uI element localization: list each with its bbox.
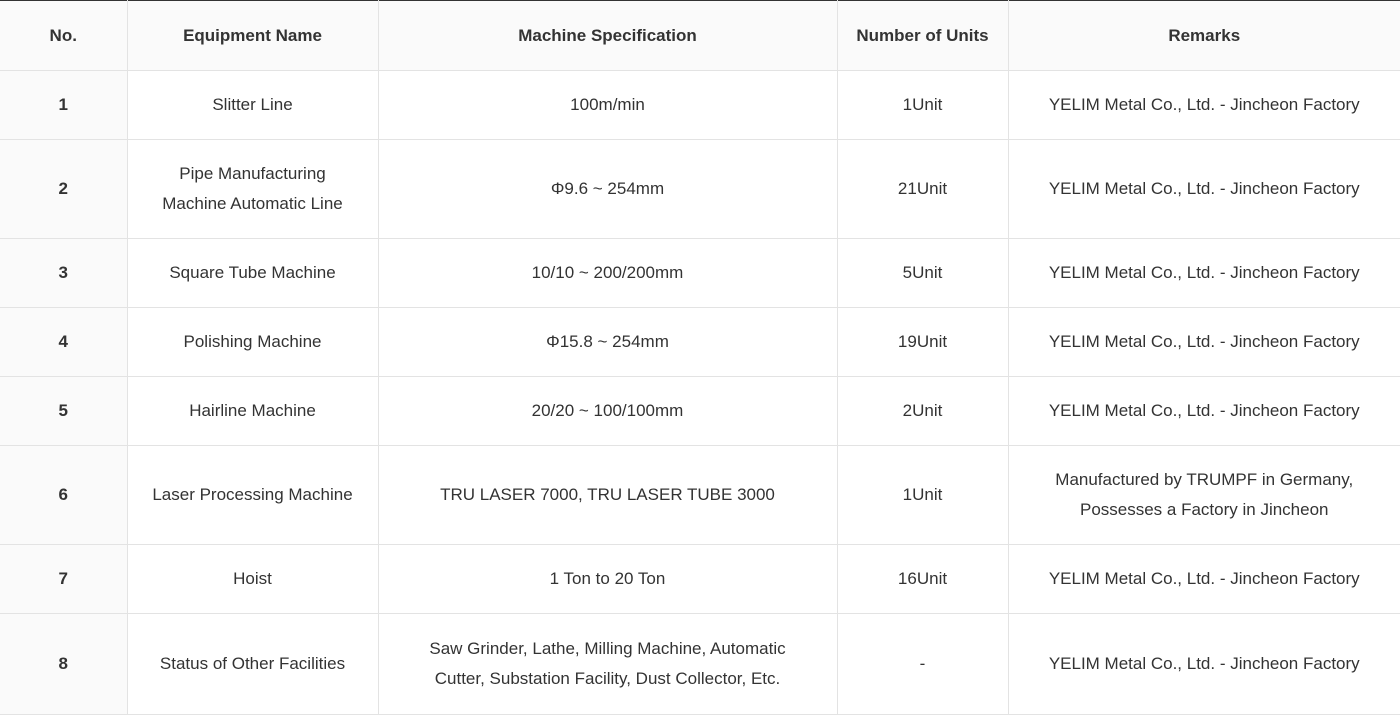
remarks-cell: [1008, 377, 1400, 446]
cell-line: YELIM Metal Co., Ltd. - Jincheon Factory: [1048, 263, 1360, 282]
specification-cell: [378, 377, 837, 446]
specification-cell: [378, 140, 837, 239]
cell-line: Slitter Line: [212, 95, 293, 114]
cell-line: YELIM Metal Co., Ltd. - Jincheon Factory: [1048, 332, 1360, 351]
row-number: 7: [0, 545, 127, 614]
equipment-name-cell: [127, 377, 378, 446]
table-row: [0, 71, 1400, 140]
cell-line: Cutter, Substation Facility, Dust Collector, Etc.: [434, 669, 781, 688]
header-number-of-units: Number of Units: [837, 1, 1008, 71]
cell-line: 1 Ton to 20 Ton: [549, 569, 666, 588]
units-cell: 21Unit: [837, 140, 1008, 239]
table-row: [0, 140, 1400, 239]
cell-line: Polishing Machine: [183, 332, 322, 351]
remarks-cell: [1008, 239, 1400, 308]
remarks-cell: [1008, 140, 1400, 239]
cell-line: Saw Grinder, Lathe, Milling Machine, Automatic: [429, 639, 786, 658]
units-cell: -: [837, 614, 1008, 715]
equipment-name-cell: [127, 308, 378, 377]
row-number: 8: [0, 614, 127, 715]
cell-line: Possesses a Factory in Jincheon: [1079, 500, 1329, 519]
cell-line: Square Tube Machine: [169, 263, 336, 282]
equipment-name-cell: [127, 140, 378, 239]
row-number: 4: [0, 308, 127, 377]
cell-line: 10/10 ~ 200/200mm: [531, 263, 684, 282]
header-machine-specification: Machine Specification: [378, 1, 837, 71]
cell-line: YELIM Metal Co., Ltd. - Jincheon Factory: [1048, 654, 1360, 673]
cell-line: TRU LASER 7000, TRU LASER TUBE 3000: [440, 485, 775, 504]
remarks-cell: [1008, 71, 1400, 140]
row-number: 3: [0, 239, 127, 308]
cell-line: YELIM Metal Co., Ltd. - Jincheon Factory: [1048, 95, 1360, 114]
cell-line: 20/20 ~ 100/100mm: [531, 401, 684, 420]
units-cell: 1Unit: [837, 71, 1008, 140]
cell-line: Machine Automatic Line: [162, 194, 343, 213]
specification-cell: [378, 71, 837, 140]
cell-line: Pipe Manufacturing: [179, 164, 326, 183]
remarks-cell: [1008, 614, 1400, 715]
specification-cell: [378, 308, 837, 377]
remarks-cell: [1008, 446, 1400, 545]
table-row: [0, 377, 1400, 446]
row-number: 2: [0, 140, 127, 239]
table-row: [0, 545, 1400, 614]
cell-line: 100m/min: [570, 95, 645, 114]
header-remarks: Remarks: [1008, 1, 1400, 71]
equipment-name-cell: [127, 614, 378, 715]
cell-line: Φ9.6 ~ 254mm: [550, 179, 665, 198]
table-row: [0, 308, 1400, 377]
equipment-name-cell: [127, 71, 378, 140]
cell-line: Hoist: [233, 569, 272, 588]
table-row: [0, 239, 1400, 308]
equipment-name-cell: [127, 545, 378, 614]
units-cell: 5Unit: [837, 239, 1008, 308]
header-equipment-name: Equipment Name: [127, 1, 378, 71]
row-number: 5: [0, 377, 127, 446]
specification-cell: [378, 614, 837, 715]
table-row: [0, 614, 1400, 715]
table-row: [0, 446, 1400, 545]
row-number: 1: [0, 71, 127, 140]
units-cell: 1Unit: [837, 446, 1008, 545]
specification-cell: [378, 446, 837, 545]
units-cell: 16Unit: [837, 545, 1008, 614]
cell-line: Φ15.8 ~ 254mm: [546, 332, 669, 351]
equipment-name-cell: [127, 239, 378, 308]
cell-line: YELIM Metal Co., Ltd. - Jincheon Factory: [1048, 401, 1360, 420]
remarks-cell: [1008, 308, 1400, 377]
table-header-row: [0, 1, 1400, 71]
remarks-cell: [1008, 545, 1400, 614]
specification-cell: [378, 545, 837, 614]
row-number: 6: [0, 446, 127, 545]
cell-line: YELIM Metal Co., Ltd. - Jincheon Factory: [1048, 179, 1360, 198]
cell-line: Laser Processing Machine: [152, 485, 353, 504]
equipment-name-cell: [127, 446, 378, 545]
units-cell: 19Unit: [837, 308, 1008, 377]
cell-line: YELIM Metal Co., Ltd. - Jincheon Factory: [1048, 569, 1360, 588]
header-no: No.: [0, 1, 127, 71]
units-cell: 2Unit: [837, 377, 1008, 446]
cell-line: Hairline Machine: [189, 401, 316, 420]
cell-line: Status of Other Facilities: [159, 654, 346, 673]
cell-line: Manufactured by TRUMPF in Germany,: [1055, 470, 1354, 489]
specification-cell: [378, 239, 837, 308]
